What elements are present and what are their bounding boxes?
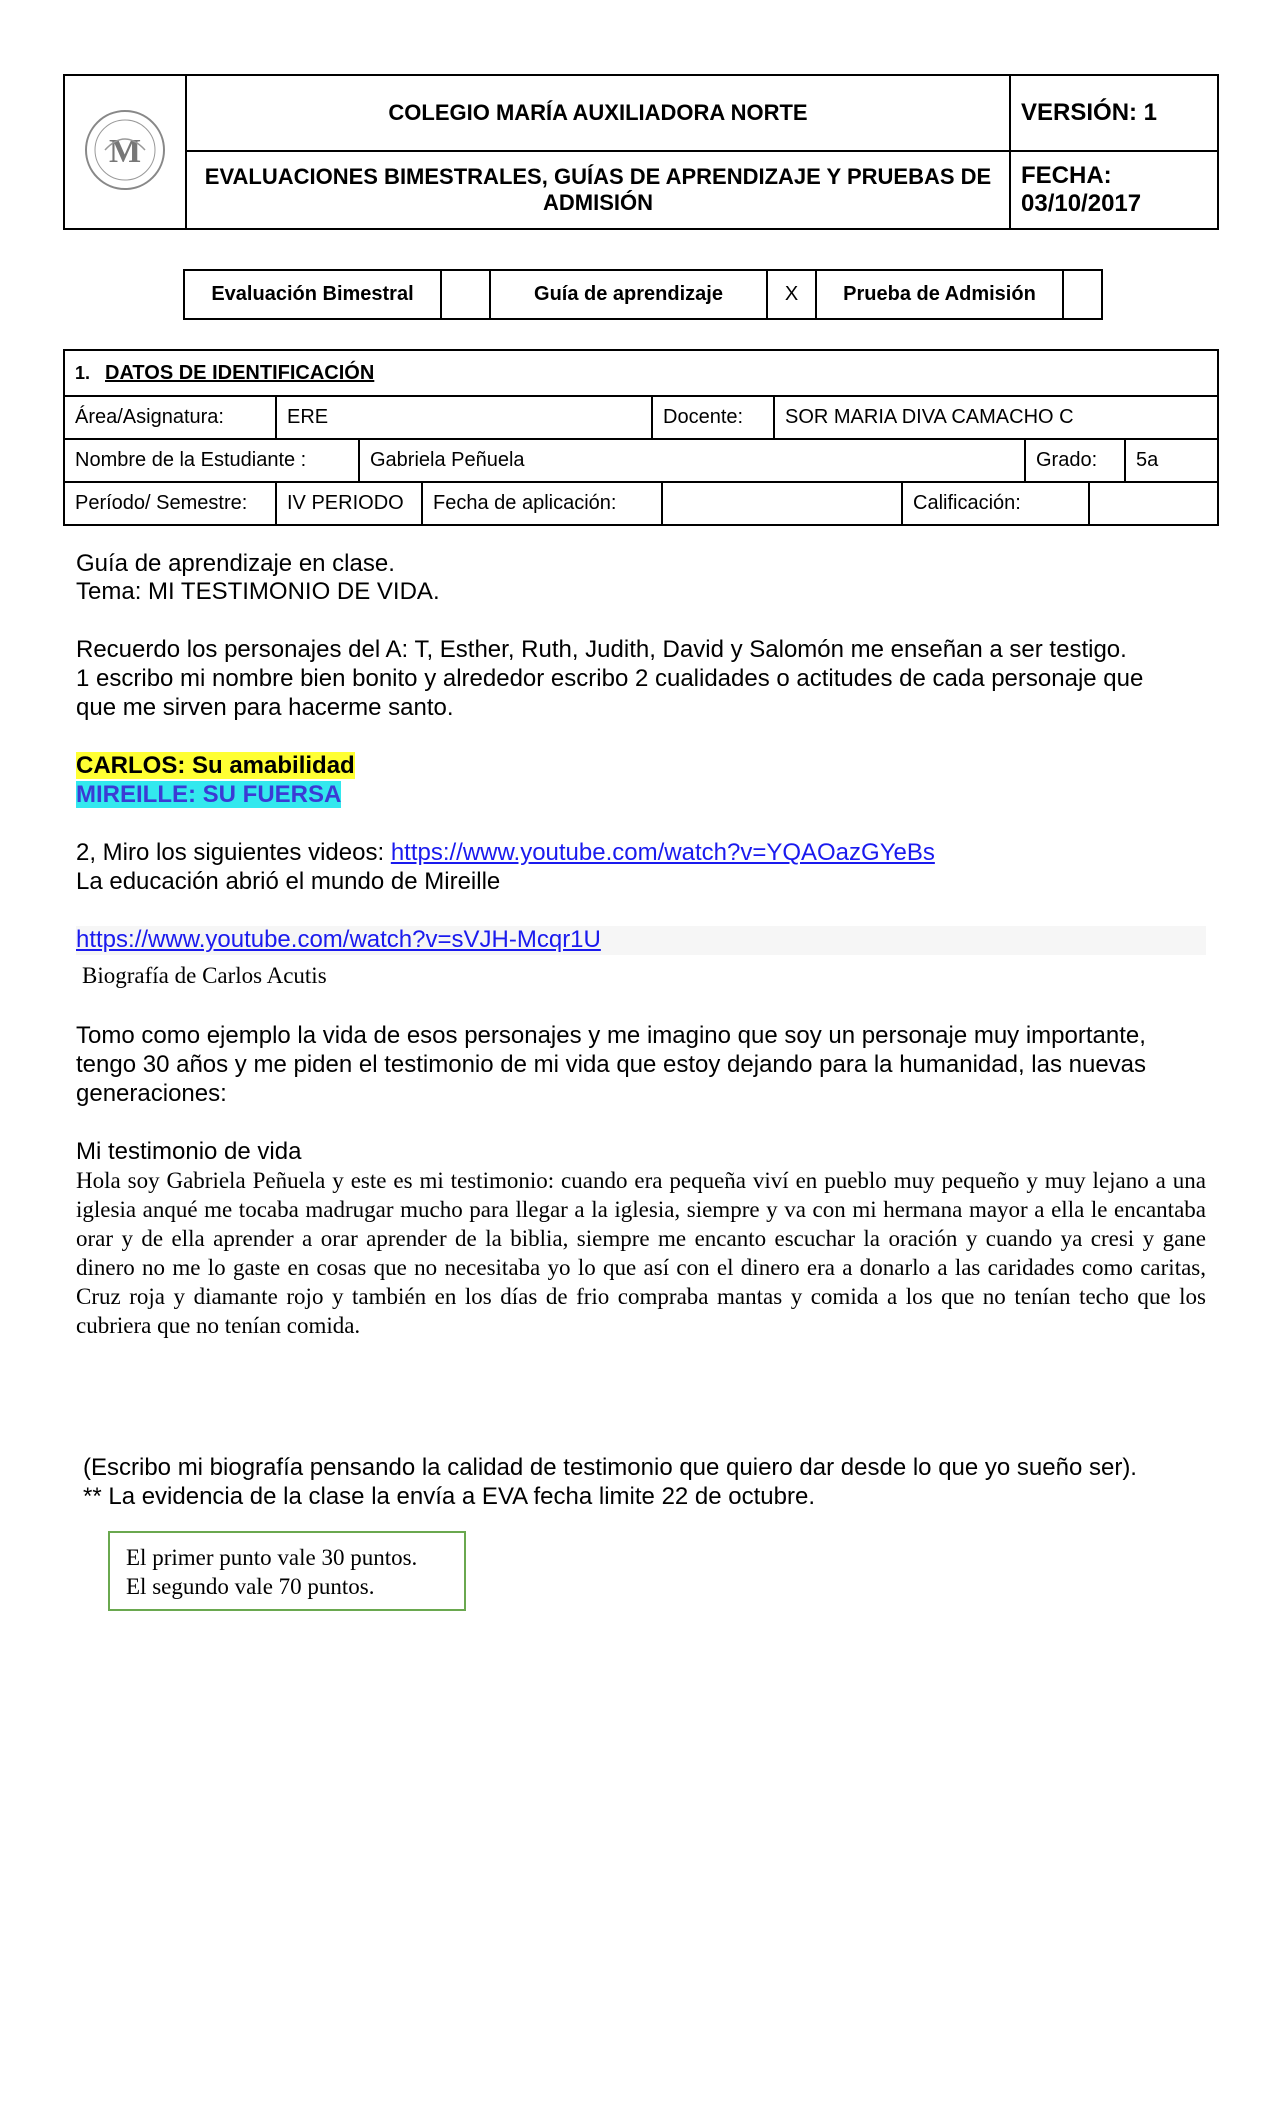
instruction-2: 1 escribo mi nombre bien bonito y alrededor escribo 2 cualidades o actitudes de cada personaje que xyxy=(76,665,1144,692)
date-label: FECHA: xyxy=(1021,162,1112,189)
mireille-highlight: MIREILLE: SU FUERSA xyxy=(76,781,342,808)
type-admision-mark xyxy=(1063,270,1102,319)
evaluation-type-table xyxy=(183,269,1103,320)
guide-line: Guía de aprendizaje en clase. xyxy=(76,550,395,577)
fecha-aplicacion-label: Fecha de aplicación: xyxy=(422,483,662,524)
testimonio-title: Mi testimonio de vida xyxy=(76,1138,302,1165)
fecha-aplicacion-value xyxy=(662,483,902,524)
date-cell xyxy=(1010,151,1218,229)
biografia-note: (Escribo mi biografía pensando la calidad de testimonio que quiero dar desde lo que yo sueño ser). xyxy=(83,1454,1137,1481)
calificacion-value xyxy=(1089,483,1217,524)
document-header xyxy=(63,74,1219,230)
version: VERSIÓN: 1 xyxy=(1010,75,1218,151)
instruction-1: Recuerdo los personajes del A: T, Esther, Ruth, Judith, David y Salomón me enseñan a ser testigo. xyxy=(76,636,1127,663)
periodo-label: Período/ Semestre: xyxy=(75,492,248,514)
school-seal-logo xyxy=(83,108,167,192)
ident-row-nombre xyxy=(65,440,1217,481)
example-1: Tomo como ejemplo la vida de esos personajes y me imagino que soy un personaje muy importante, xyxy=(76,1022,1146,1049)
area-label: Área/Asignatura: xyxy=(75,406,224,428)
points-line-1: El primer punto vale 30 puntos. xyxy=(126,1545,418,1570)
type-guia-mark: X xyxy=(767,270,816,319)
calificacion-label: Calificación: xyxy=(902,483,1089,524)
section-title: 1. DATOS DE IDENTIFICACIÓN xyxy=(64,350,1218,396)
docente-label: Docente: xyxy=(652,397,774,438)
date-value: 03/10/2017 xyxy=(1021,190,1142,217)
videos-prefix: 2, Miro los siguientes videos: xyxy=(76,839,391,866)
video-link-2[interactable]: https://www.youtube.com/watch?v=sVJH-Mcqr1U xyxy=(76,926,601,953)
videos-line xyxy=(76,839,935,867)
video-2-description: Biografía de Carlos Acutis xyxy=(82,963,327,988)
docente-value: SOR MARIA DIVA CAMACHO C xyxy=(774,397,1217,438)
type-guia: Guía de aprendizaje xyxy=(490,270,767,319)
type-bimestral-mark xyxy=(441,270,490,319)
grado-label: Grado: xyxy=(1025,440,1125,481)
svg-text:M: M xyxy=(108,132,142,170)
document-type: EVALUACIONES BIMESTRALES, GUÍAS DE APRENDIZAJE Y PRUEBAS DE ADMISIÓN xyxy=(186,151,1010,229)
carlos-highlight: CARLOS: Su amabilidad xyxy=(76,752,355,779)
school-seal-cell xyxy=(64,75,186,229)
identification-table xyxy=(63,349,1219,526)
points-line-2: El segundo vale 70 puntos. xyxy=(126,1574,375,1599)
instruction-3: que me sirven para hacerme santo. xyxy=(76,694,454,721)
video-1-description: La educación abrió el mundo de Mireille xyxy=(76,868,501,895)
ident-row-periodo xyxy=(65,483,1217,524)
ident-row-area xyxy=(65,397,1217,438)
type-admision: Prueba de Admisión xyxy=(816,270,1063,319)
grado-value: 5a xyxy=(1125,440,1217,481)
example-2: tengo 30 años y me piden el testimonio de mi vida que estoy dejando para la humanidad, las nuevas xyxy=(76,1051,1147,1078)
section-heading: DATOS DE IDENTIFICACIÓN xyxy=(105,361,375,384)
points-box xyxy=(108,1531,466,1611)
video-link-1[interactable]: https://www.youtube.com/watch?v=YQAOazGYeBs xyxy=(390,839,935,866)
topic-line: Tema: MI TESTIMONIO DE VIDA. xyxy=(76,578,440,605)
area-value: ERE xyxy=(276,397,652,438)
school-name: COLEGIO MARÍA AUXILIADORA NORTE xyxy=(186,75,1010,151)
nombre-label: Nombre de la Estudiante : xyxy=(75,449,307,471)
evidencia-note: ** La evidencia de la clase la envía a EVA fecha limite 22 de octubre. xyxy=(83,1483,816,1510)
example-3: generaciones: xyxy=(76,1080,227,1107)
nombre-value: Gabriela Peñuela xyxy=(359,440,1025,481)
periodo-value: IV PERIODO xyxy=(276,483,422,524)
type-bimestral: Evaluación Bimestral xyxy=(184,270,441,319)
testimonio-paragraph: Hola soy Gabriela Peñuela y este es mi testimonio: cuando era pequeña viví en pueblo muy pequeño y muy lejano a una iglesia anqué me tocaba madrugar mucho para llegar a la iglesia, siempre y va con mi hermana mayor a ella le encantaba orar y de ella aprender a orar aprender de la biblia, siempre me encanto escuchar la oración y cuando ya cresi y gane dinero no me lo gaste en cosas que no necesitaba yo lo que así con el dinero era a donarlo a las caridades como caritas, Cruz roja y diamante rojo y también en los días de frio compraba mantas y comida a los que no tenían techo que los cubriera que no tenían comida. xyxy=(76,1168,1206,1338)
